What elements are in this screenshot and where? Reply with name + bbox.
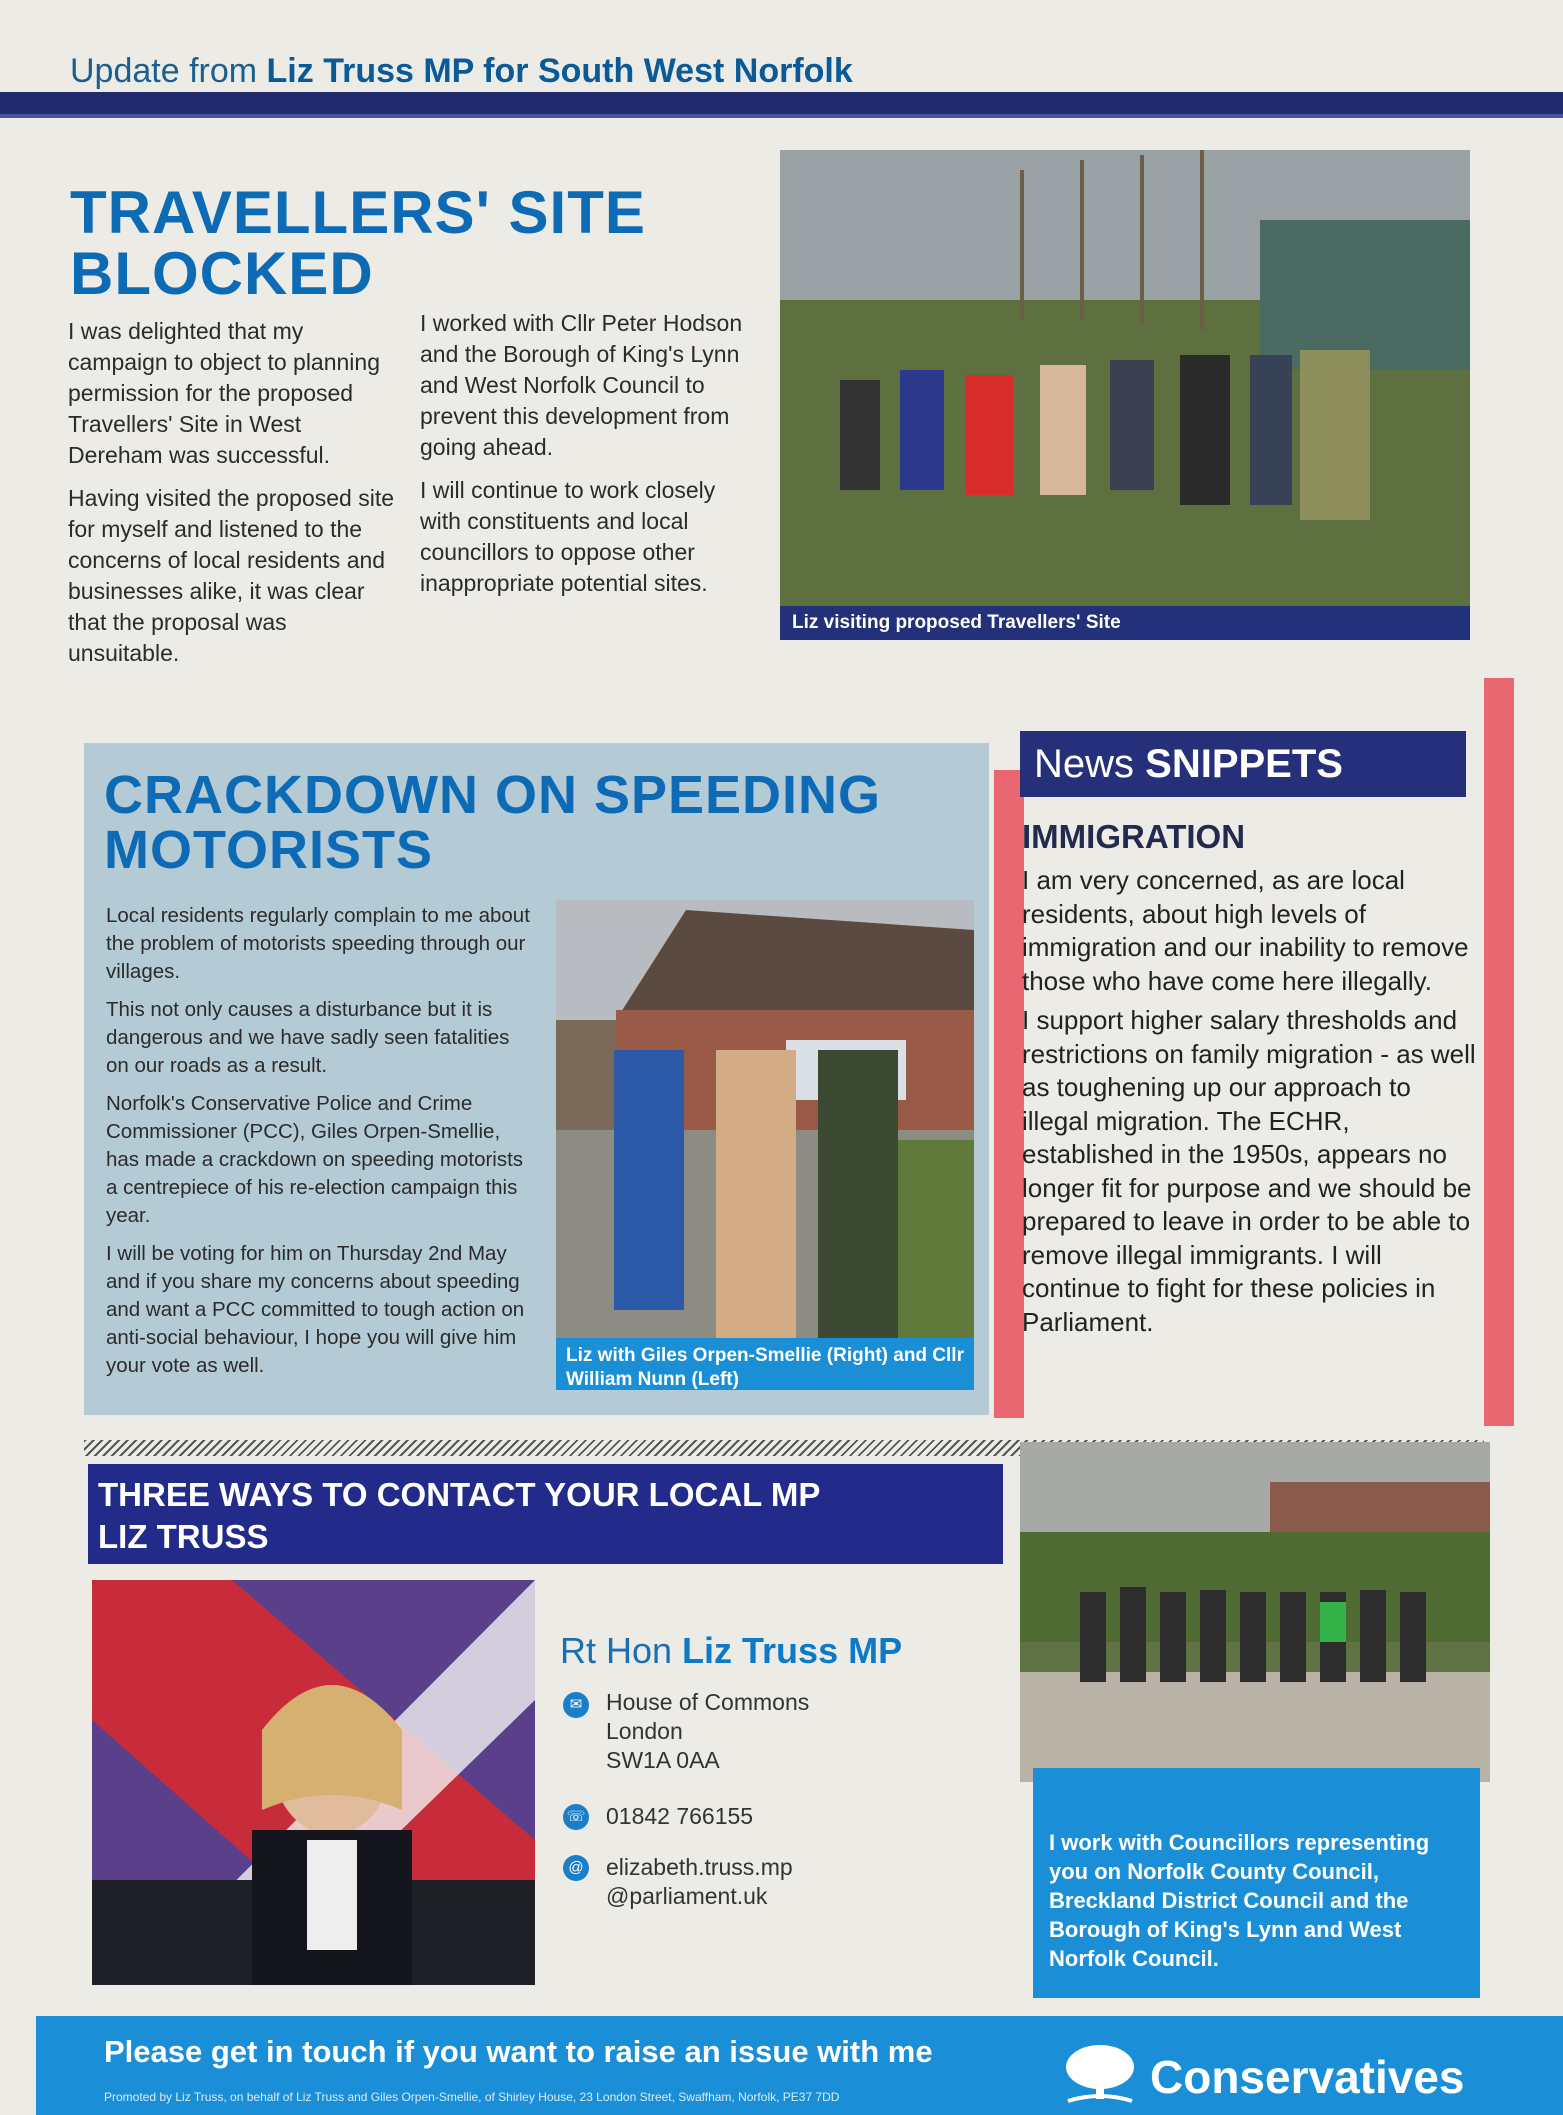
photo-illustration bbox=[1020, 1442, 1490, 1782]
postal-address: House of Commons London SW1A 0AA bbox=[606, 1689, 810, 1773]
speeding-title: CRACKDOWN ON SPEEDING MOTORISTS bbox=[104, 765, 882, 881]
liz-truss-speaking-photo bbox=[92, 1580, 535, 1985]
oak-tree-logo-icon bbox=[1062, 2043, 1138, 2110]
header-rule bbox=[0, 92, 1563, 114]
red-highlight-left bbox=[994, 770, 1024, 1418]
photo-illustration bbox=[780, 150, 1470, 640]
travellers-col-left: I was delighted that my campaign to object to planning permission for the proposed Travellers' Site in West Dereham was successful. Having visited the proposed site for myself and listened to the concerns of local residents and businesses alike, it was clear that the proposal was unsuitable. bbox=[68, 318, 395, 666]
footer-imprint: Promoted by Liz Truss, on behalf of Liz Truss and Giles Orpen-Smellie, of Shirley House, 23 London Street, Swaffham, Norfolk, PE37 7DD bbox=[104, 2090, 840, 2104]
header-rule-thin bbox=[0, 114, 1563, 118]
news-snippets-heading: News SNIPPETS bbox=[1020, 731, 1466, 797]
red-highlight-right bbox=[1484, 678, 1514, 1426]
photo-illustration bbox=[556, 900, 974, 1340]
travellers-site-photo bbox=[780, 150, 1470, 640]
speeding-photo bbox=[556, 900, 974, 1390]
councillors-info-box: I work with Councillors representing you on Norfolk County Council, Breckland District Council and the Borough of King's Lynn and West Norfolk Council. bbox=[1033, 1768, 1480, 1998]
phone-number: 01842 766155 bbox=[606, 1803, 754, 1829]
photo-illustration bbox=[92, 1580, 535, 1985]
travellers-col-right: I worked with Cllr Peter Hodson and the Borough of King's Lynn and West Norfolk Council to prevent this development from going ahead. I will continue to work closely with constituents and local councillors to oppose other inappropriate potential sites. bbox=[420, 310, 743, 596]
speeding-photo-caption: Liz with Giles Orpen-Smellie (Right) and Cllr William Nunn (Left) bbox=[556, 1338, 974, 1390]
newsletter-header: Update from Liz Truss MP for South West Norfolk bbox=[70, 52, 853, 90]
immigration-text: I am very concerned, as are local residents, about high levels of immigration and our inability to remove those who have come here illegally. I support higher salary thresholds and restrictions on family migration - as well as toughening up our approach to illegal migration. The ECHR, established in the 1950s, appears no longer fit for purpose and we should be prepared to leave in order to be able to remove illegal immigrants. I will continue to fight for these policies in Parliament. bbox=[1022, 865, 1476, 1337]
footer-call-to-action: Please get in touch if you want to raise an issue with me bbox=[104, 2034, 933, 2069]
mp-name: Rt Hon Liz Truss MP bbox=[560, 1630, 903, 1671]
speeding-text: Local residents regularly complain to me about the problem of motorists speeding through our villages. This not only causes a disturbance but it is dangerous and we have sadly seen fatalities on our roads as a result. Norfolk's Conservative Police and Crime Commissioner (PCC), Giles Orpen-Smellie, has made a crackdown on speeding motorists a centrepiece of his re-election campaign this year. I will be voting for him on Thursday 2nd May and if you share my concerns about speeding and want a PCC committed to tough action on anti-social behaviour, I hope you will give him your vote as well. bbox=[106, 904, 530, 1377]
contact-heading: THREE WAYS TO CONTACT YOUR LOCAL MP LIZ TRUSS bbox=[88, 1464, 1003, 1564]
mail-icon: ✉ bbox=[563, 1692, 589, 1718]
conservatives-brand: Conservatives bbox=[1150, 2051, 1465, 2103]
immigration-subheading: IMMIGRATION bbox=[1022, 818, 1246, 855]
phone-icon: ☏ bbox=[563, 1804, 589, 1830]
travellers-title: TRAVELLERS' SITE BLOCKED bbox=[70, 179, 646, 308]
travellers-photo-caption: Liz visiting proposed Travellers' Site bbox=[780, 606, 1470, 640]
councillors-group-photo bbox=[1020, 1442, 1490, 1782]
at-icon: @ bbox=[563, 1855, 589, 1881]
email-address: elizabeth.truss.mp @parliament.uk bbox=[606, 1854, 793, 1909]
